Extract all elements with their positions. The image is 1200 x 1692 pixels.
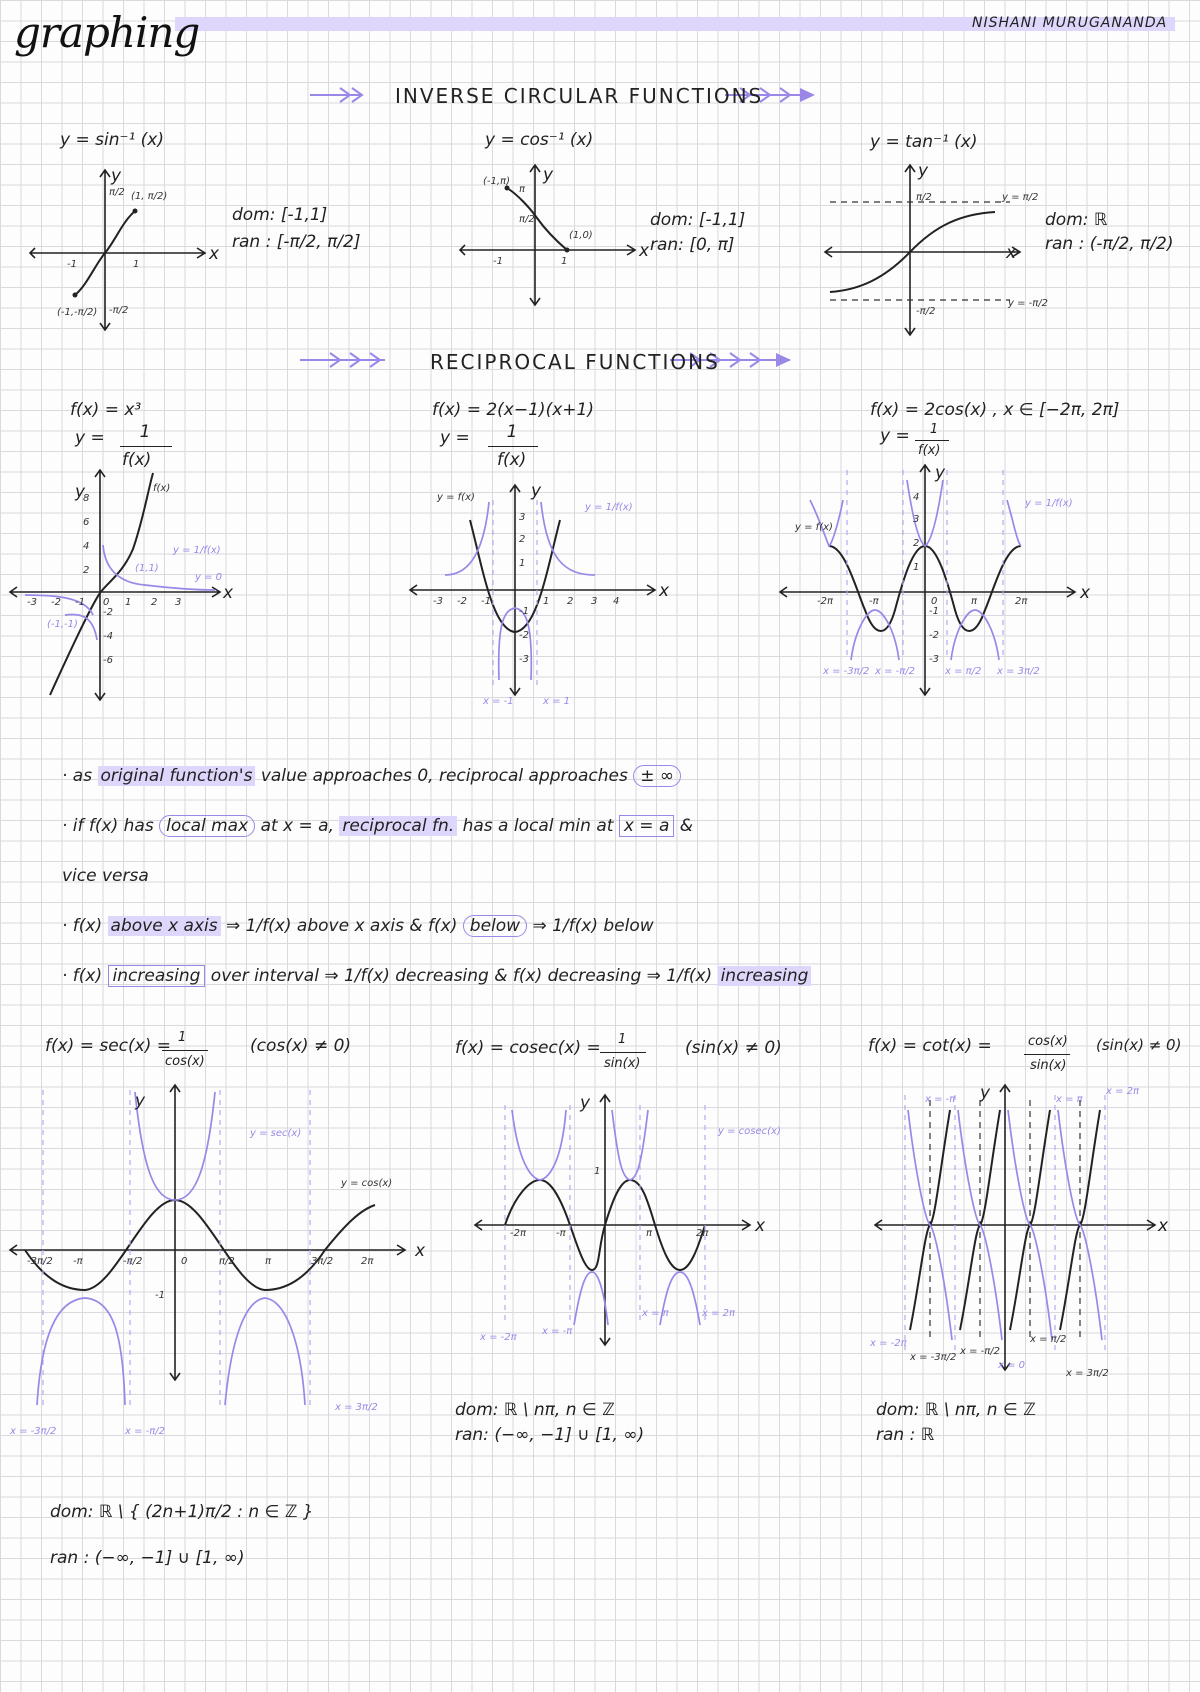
cosec-num: 1: [618, 1032, 627, 1047]
sec-ytick-neg: -1: [155, 1290, 165, 1301]
g3-recip-label: y = 1/f(x): [1025, 498, 1073, 509]
g2-xtick: 4: [613, 596, 620, 607]
g1-point-2: (-1,-1): [47, 619, 78, 630]
author-name: NISHANI MURUGANANDA: [972, 15, 1168, 31]
sec-condition: (cos(x) ≠ 0): [250, 1036, 352, 1056]
arccos-x-label: x: [639, 241, 650, 261]
arccos-tick-pi2: π/2: [519, 214, 535, 225]
cot-asymptote-b2: x = -3π/2: [910, 1352, 957, 1363]
g3-ytick: -1: [929, 606, 939, 617]
g1-ytick: 8: [83, 493, 90, 504]
cot-asymptote-top-2: x = π: [1056, 1094, 1083, 1105]
arccos-graph: [455, 160, 655, 310]
sec-xticks: [27, 1256, 374, 1267]
g1-curve-label: f(x): [153, 483, 171, 494]
cot-fraction-bar: [1024, 1054, 1070, 1055]
cosec-ytick: 1: [594, 1166, 601, 1177]
g1-xtick: 3: [175, 597, 182, 608]
g1-function: f(x) = x³: [70, 400, 142, 420]
cot-graph: [870, 1080, 1170, 1380]
cosec-fraction-bar: [600, 1052, 646, 1053]
cosec-domain: dom: ℝ \ nπ, n ∈ ℤ: [455, 1400, 615, 1420]
g2-xtick: -2: [457, 596, 467, 607]
g1-ytick: 4: [83, 541, 90, 552]
cosec-graph: [470, 1090, 790, 1360]
arccos-point-right: (1,0): [569, 230, 593, 241]
g1-ytick: 6: [83, 517, 90, 528]
sec-xtick: -3π/2: [27, 1256, 53, 1267]
g3-graph: [775, 460, 1090, 700]
g3-xtick: -2π: [817, 596, 833, 607]
g3-ytick: 3: [913, 514, 920, 525]
cot-asymptote-b1: x = -2π: [870, 1338, 907, 1349]
sec-y-label: y: [135, 1091, 146, 1111]
cot-y-label: y: [980, 1083, 991, 1103]
sec-asymptote-1: x = -3π/2: [10, 1426, 57, 1437]
g1-asymptote-label: y = 0: [195, 572, 223, 583]
arccos-tick-1: 1: [561, 256, 568, 267]
cot-asymptote-top-3: x = 2π: [1106, 1086, 1140, 1097]
g2-ytick: 3: [519, 512, 526, 523]
page-title: graphing: [14, 8, 200, 57]
g3-xtick: 0: [931, 596, 938, 607]
g3-xtick: π: [971, 596, 978, 607]
arcsin-tick-top: π/2: [109, 187, 125, 198]
g2-curve-label: y = f(x): [437, 492, 475, 503]
arccos-y-label: y: [543, 165, 554, 185]
g1-graph: [5, 465, 234, 705]
arccos-domain: dom: [-1,1]: [650, 210, 746, 230]
arctan-x-label: x: [1006, 243, 1017, 263]
g3-y-eq: y =: [880, 426, 910, 446]
arctan-tick-bottom: -π/2: [916, 306, 936, 317]
g2-y-eq: y =: [440, 428, 470, 448]
sec-xtick: π/2: [219, 1256, 235, 1267]
g2-asymptote-2: x = 1: [543, 696, 571, 707]
g1-den: f(x): [122, 450, 152, 470]
arccos-point-top: (-1,π): [483, 176, 510, 187]
g2-fraction-bar: [488, 446, 538, 447]
arctan-domain: dom: ℝ: [1045, 210, 1108, 230]
arctan-asymptote-bottom: y = -π/2: [1008, 298, 1049, 309]
sec-xtick: 0: [181, 1256, 188, 1267]
arcsin-point-top: (1, π/2): [131, 191, 168, 202]
cot-x-label: x: [1158, 1216, 1169, 1236]
arccos-tick-pi: π: [519, 184, 526, 195]
arcsin-graph: [25, 165, 220, 335]
cot-asymptote-top-1: x = -π: [925, 1094, 956, 1105]
g3-ytick: 1: [913, 562, 920, 573]
g3-function: f(x) = 2cos(x) , x ∈ [−2π, 2π]: [870, 400, 1120, 420]
sec-asymptote-2: x = -π/2: [125, 1426, 166, 1437]
g2-num: 1: [506, 422, 518, 442]
g3-asymptote-1: x = -3π/2: [823, 666, 870, 677]
g2-function: f(x) = 2(x−1)(x+1): [432, 400, 594, 420]
g1-ytick: 2: [83, 565, 90, 576]
g1-num: 1: [139, 422, 151, 442]
arcsin-point-bottom: (-1,-π/2): [57, 307, 98, 318]
g3-ytick: -3: [929, 654, 939, 665]
sec-den: cos(x): [165, 1054, 205, 1069]
cot-asymptote-b4: x = 0: [998, 1360, 1026, 1371]
cot-domain: dom: ℝ \ nπ, n ∈ ℤ: [876, 1400, 1036, 1420]
g2-graph: [405, 480, 670, 710]
g1-y-label: y: [75, 482, 86, 502]
g3-fraction-bar: [915, 440, 949, 441]
cot-asymptote-b5: x = π/2: [1030, 1334, 1067, 1345]
g1-xtick: 0: [103, 597, 110, 608]
cosec-xtick: π: [646, 1228, 653, 1239]
g2-ytick: -1: [519, 606, 529, 617]
cot-range: ran : ℝ: [876, 1425, 935, 1445]
g1-xtick: -1: [75, 597, 85, 608]
g2-xtick: 3: [591, 596, 598, 607]
cosec-den: sin(x): [604, 1056, 641, 1071]
arctan-graph: [820, 160, 1060, 340]
g3-yticks: [913, 492, 939, 665]
g3-curve-label: y = f(x): [795, 522, 833, 533]
g1-recip-label: y = 1/f(x): [173, 545, 221, 556]
arctan-equation: y = tan⁻¹ (x): [870, 132, 978, 152]
arctan-y-label: y: [918, 161, 929, 181]
sec-xtick: -π: [73, 1256, 83, 1267]
sec-recip-label: y = sec(x): [250, 1128, 302, 1139]
g3-ytick: 4: [913, 492, 920, 503]
arccos-tick-neg1: -1: [493, 256, 503, 267]
arccos-equation: y = cos⁻¹ (x): [485, 130, 594, 150]
note-4: · f(x) increasing over interval ⇒ 1/f(x) decreasing & f(x) decreasing ⇒ 1/f(x) increasing: [62, 966, 811, 986]
arccos-range: ran: [0, π]: [650, 235, 735, 255]
section-title-inverse: INVERSE CIRCULAR FUNCTIONS: [395, 84, 764, 108]
g1-yticks: [83, 493, 113, 666]
cosec-range: ran: (−∞, −1] ∪ [1, ∞): [455, 1425, 645, 1445]
g3-num: 1: [929, 422, 939, 437]
cosec-asymptote-4: x = 2π: [702, 1308, 736, 1319]
g3-ytick: 2: [913, 538, 920, 549]
sec-xtick: π: [265, 1256, 272, 1267]
cosec-recip-label: y = cosec(x): [718, 1126, 781, 1137]
arctan-range: ran : (-π/2, π/2): [1045, 234, 1174, 254]
arctan-asymptote-top: y = π/2: [1002, 192, 1039, 203]
g1-xtick: -3: [27, 597, 37, 608]
g2-xtick: -3: [433, 596, 443, 607]
sec-fraction-bar: [162, 1050, 208, 1051]
sec-xtick: 2π: [361, 1256, 374, 1267]
g3-asymptote-2: x = -π/2: [875, 666, 916, 677]
sec-graph: [5, 1080, 435, 1440]
sec-x-label: x: [415, 1241, 426, 1261]
arcsin-tick-1: 1: [133, 259, 140, 270]
note-2: · if f(x) has local max at x = a, reciprocal fn. has a local min at x = a &: [62, 816, 694, 836]
g3-ytick: -2: [929, 630, 939, 641]
g2-y-label: y: [531, 481, 542, 501]
g1-ytick: -4: [103, 631, 113, 642]
cosec-asymptote-1: x = -2π: [480, 1332, 517, 1343]
g2-den: f(x): [497, 450, 527, 470]
g1-xtick: 2: [151, 597, 158, 608]
arctan-tick-top: π/2: [916, 192, 932, 203]
note-2b: vice versa: [62, 866, 149, 886]
g2-ytick: -3: [519, 654, 529, 665]
sec-curve-label: y = cos(x): [341, 1178, 393, 1189]
note-1: · as original function's value approaches 0, reciprocal approaches ± ∞: [62, 766, 681, 786]
g1-y-eq: y =: [75, 428, 105, 448]
arcsin-tick-neg1: -1: [67, 259, 77, 270]
g2-yticks: [519, 512, 529, 665]
arcsin-range: ran : [-π/2, π/2]: [232, 232, 361, 252]
arcsin-tick-bottom: -π/2: [109, 305, 129, 316]
cot-asymptote-b3: x = -π/2: [960, 1346, 1001, 1357]
g1-fraction-bar: [120, 446, 172, 447]
cosec-x-label: x: [755, 1216, 766, 1236]
cosec-condition: (sin(x) ≠ 0): [685, 1038, 782, 1058]
g3-x-label: x: [1080, 583, 1091, 603]
cot-equation: f(x) = cot(x) =: [868, 1036, 992, 1056]
g1-point-1: (1,1): [135, 563, 159, 574]
g2-xtick: 1: [543, 596, 550, 607]
g1-x-label: x: [223, 583, 234, 603]
g3-y-label: y: [935, 463, 946, 483]
g3-asymptote-4: x = 3π/2: [997, 666, 1040, 677]
sec-xtick: 3π/2: [311, 1256, 334, 1267]
cot-asymptote-b6: x = 3π/2: [1066, 1368, 1109, 1379]
g1-xtick: 1: [125, 597, 132, 608]
cosec-y-label: y: [580, 1093, 591, 1113]
sec-equation: f(x) = sec(x) =: [45, 1036, 171, 1056]
cosec-xtick: -π: [556, 1228, 566, 1239]
cosec-xtick: 2π: [696, 1228, 709, 1239]
cosec-asymptote-2: x = -π: [542, 1326, 573, 1337]
g2-xtick: -1: [481, 596, 491, 607]
g3-asymptote-3: x = π/2: [945, 666, 982, 677]
g1-ytick: -2: [103, 607, 113, 618]
arcsin-equation: y = sin⁻¹ (x): [60, 130, 164, 150]
g2-xtick: 2: [567, 596, 574, 607]
arcsin-domain: dom: [-1,1]: [232, 205, 328, 225]
sec-xtick: -π/2: [123, 1256, 143, 1267]
cot-den: sin(x): [1030, 1058, 1067, 1073]
cosec-xtick: -2π: [510, 1228, 526, 1239]
cot-num: cos(x): [1028, 1034, 1068, 1049]
g1-xticks: [27, 597, 181, 608]
cot-condition: (sin(x) ≠ 0): [1096, 1036, 1182, 1054]
sec-asymptote-3: x = 3π/2: [335, 1402, 378, 1413]
g2-recip-label: y = 1/f(x): [585, 502, 633, 513]
sec-range: ran : (−∞, −1] ∪ [1, ∞): [50, 1548, 245, 1568]
g2-ytick: -2: [519, 630, 529, 641]
note-3: · f(x) above x axis ⇒ 1/f(x) above x axis & f(x) below ⇒ 1/f(x) below: [62, 916, 654, 936]
section-title-reciprocal: RECIPROCAL FUNCTIONS: [430, 350, 720, 374]
sec-domain: dom: ℝ \ { (2n+1)π/2 : n ∈ ℤ }: [50, 1502, 314, 1522]
g2-ytick: 2: [519, 534, 526, 545]
g3-den: f(x): [918, 443, 941, 458]
g3-xtick: -π: [869, 596, 879, 607]
arcsin-y-label: y: [111, 166, 122, 186]
g1-ytick: -6: [103, 655, 113, 666]
arcsin-x-label: x: [209, 244, 220, 264]
g3-xtick: 2π: [1015, 596, 1028, 607]
cosec-equation: f(x) = cosec(x) =: [455, 1038, 601, 1058]
g3-xticks: [817, 596, 1028, 607]
cosec-asymptote-3: x = π: [642, 1308, 669, 1319]
g2-ytick: 1: [519, 558, 526, 569]
sec-num: 1: [178, 1030, 187, 1045]
g1-xtick: -2: [51, 597, 61, 608]
g2-x-label: x: [659, 581, 670, 601]
g2-asymptote-1: x = -1: [483, 696, 514, 707]
